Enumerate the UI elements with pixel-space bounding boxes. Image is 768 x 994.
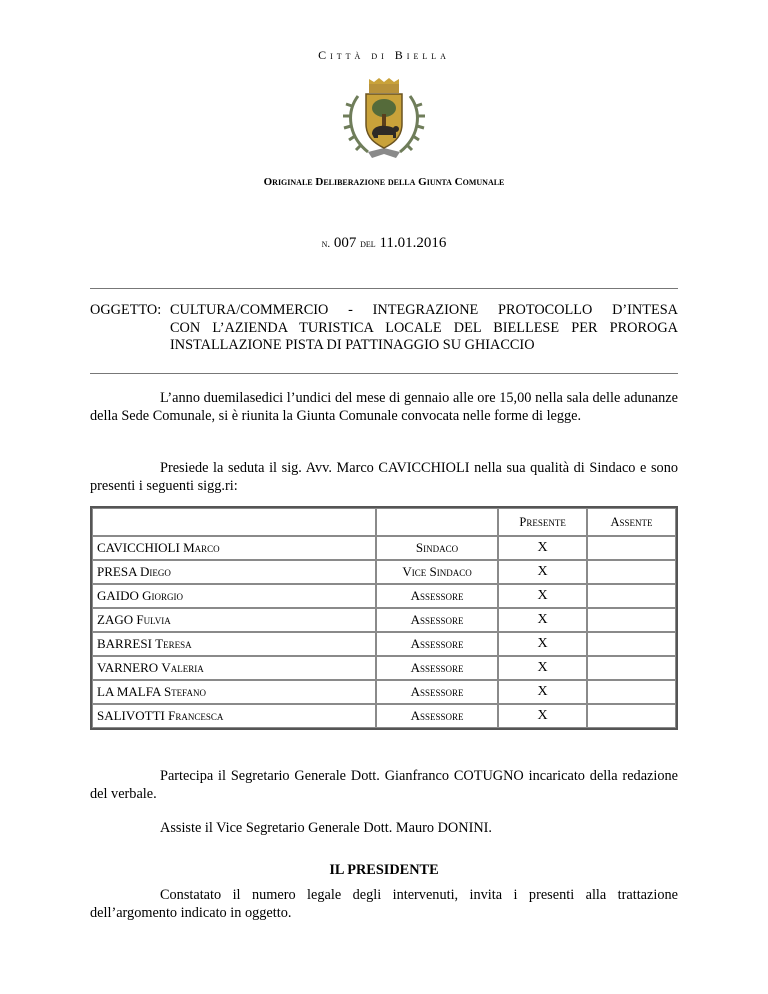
table-row (92, 584, 676, 608)
date-label: del (360, 238, 376, 250)
header-role (376, 508, 498, 536)
secretary-text: Partecipa il Segretario Generale Dott. Gianfranco COTUGNO incaricato della redazione del verbale. (90, 768, 678, 802)
present-mark: X (498, 536, 587, 560)
member-first-name: Teresa (155, 636, 192, 651)
subject-line: CULTURA/COMMERCIO - INTEGRAZIONE PROTOCOLLO D’INTESA (170, 302, 678, 318)
member-first-name: Valeria (161, 660, 204, 675)
member-surname: BARRESI (97, 636, 152, 651)
document-title: Originale Deliberazione della Giunta Comunale (263, 176, 505, 188)
meeting-text: L’anno duemilasedici l’undici del mese di gennaio alle ore 15,00 nella sala delle adunanze della Sede Comunale, si è riunita la Giunta Comunale convocata nelle forme di legge. (90, 390, 678, 424)
vice-secretary-text: Assiste il Vice Segretario Generale Dott. Mauro DONINI. (160, 820, 492, 836)
table-row (92, 656, 676, 680)
member-surname: CAVICCHIOLI (97, 540, 180, 555)
deliberation-number-line (0, 235, 768, 252)
member-name (92, 680, 376, 704)
vice-secretary-paragraph (90, 820, 678, 838)
present-mark: X (498, 584, 587, 608)
chair-text: Presiede la seduta il sig. Avv. Marco CAVICCHIOLI nella sua qualità di Sindaco e sono presenti i seguenti sigg.ri: (90, 460, 678, 494)
absent-mark (587, 680, 676, 704)
absent-mark (587, 704, 676, 728)
number-prefix: n. (321, 238, 331, 250)
table-row (92, 608, 676, 632)
header-absent: Assente (587, 508, 676, 536)
member-role: Sindaco (376, 536, 498, 560)
header-name (92, 508, 376, 536)
header-present: Presente (498, 508, 587, 536)
table-row (92, 704, 676, 728)
member-first-name: Marco (183, 540, 220, 555)
member-name (92, 584, 376, 608)
quorum-paragraph (90, 887, 678, 922)
table-row (92, 632, 676, 656)
divider-top (90, 288, 678, 289)
member-surname: SALIVOTTI (97, 708, 165, 723)
absent-mark (587, 584, 676, 608)
deliberation-number: 007 (333, 235, 357, 251)
absent-mark (587, 560, 676, 584)
member-role: Assessore (376, 656, 498, 680)
member-surname: GAIDO (97, 588, 139, 603)
member-role: Assessore (376, 608, 498, 632)
member-name (92, 608, 376, 632)
member-role: Assessore (376, 584, 498, 608)
member-name (92, 632, 376, 656)
member-role: Assessore (376, 704, 498, 728)
present-mark: X (498, 704, 587, 728)
present-mark: X (498, 680, 587, 704)
table-header-row (92, 508, 676, 536)
member-first-name: Francesca (168, 708, 224, 723)
secretary-paragraph (90, 768, 678, 803)
subject-line: INSTALLAZIONE PISTA DI PATTINAGGIO SU GHIACCIO (170, 337, 535, 353)
member-surname: PRESA (97, 564, 137, 579)
divider-bottom (90, 373, 678, 374)
member-name (92, 560, 376, 584)
chair-paragraph (90, 460, 678, 495)
table-row (92, 680, 676, 704)
table-row (92, 560, 676, 584)
subject-line: CON L’AZIENDA TURISTICA LOCALE DEL BIELLESE PER PROROGA (170, 319, 678, 336)
member-surname: ZAGO (97, 612, 134, 627)
table-row (92, 536, 676, 560)
present-mark: X (498, 632, 587, 656)
absent-mark (587, 536, 676, 560)
member-role: Assessore (376, 632, 498, 656)
member-name (92, 656, 376, 680)
quorum-text: Constatato il numero legale degli intervenuti, invita i presenti alla trattazione dell’argomento indicato in oggetto. (90, 887, 678, 921)
present-mark: X (498, 656, 587, 680)
absent-mark (587, 632, 676, 656)
section-heading: IL PRESIDENTE (329, 862, 439, 878)
member-first-name: Stefano (163, 684, 206, 699)
present-mark: X (498, 608, 587, 632)
city-name: Città di Biella (318, 48, 450, 62)
member-first-name: Diego (140, 564, 171, 579)
member-first-name: Fulvia (136, 612, 171, 627)
member-name (92, 536, 376, 560)
present-mark: X (498, 560, 587, 584)
member-role: Assessore (376, 680, 498, 704)
absent-mark (587, 656, 676, 680)
member-surname: VARNERO (97, 660, 159, 675)
city-crest-icon (338, 78, 430, 162)
member-name (92, 704, 376, 728)
member-surname: LA MALFA (97, 684, 161, 699)
meeting-paragraph (90, 390, 678, 425)
member-role: Vice Sindaco (376, 560, 498, 584)
subject-label: OGGETTO: (90, 302, 162, 318)
deliberation-date: 11.01.2016 (379, 235, 447, 251)
attendance-table (90, 506, 678, 730)
absent-mark (587, 608, 676, 632)
member-first-name: Giorgio (142, 588, 184, 603)
